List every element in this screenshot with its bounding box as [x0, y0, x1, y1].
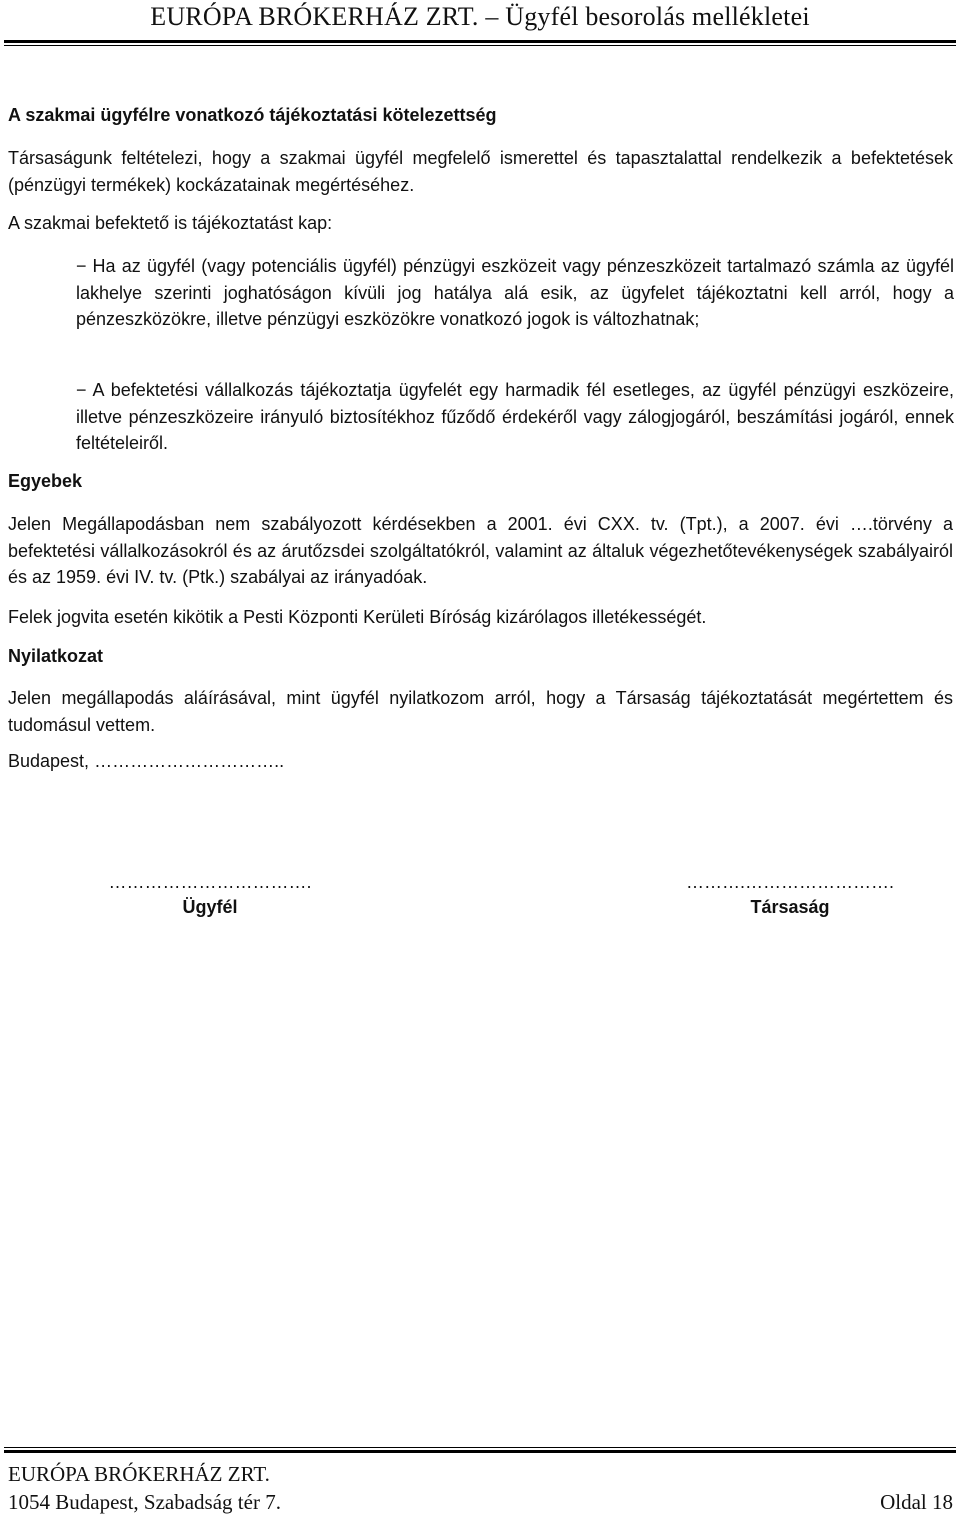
client-signature	[100, 872, 320, 918]
other-paragraph-law: Jelen Megállapodásban nem szabályozott kérdésekben a 2001. évi CXX. tv. (Tpt.), a 2007. évi ….törvény a befektetési vállalkozásokról és az árutőzsdei szolgáltatókról, valamint az általuk végezhetőtevékenységek szabályairól és az 1959. évi IV. tv. (Ptk.) szabályai az irányadóak.	[8, 514, 953, 587]
declaration-heading: Nyilatkozat	[8, 646, 104, 666]
page-number: Oldal 18	[880, 1490, 953, 1514]
dash-bullet-icon: −	[76, 256, 87, 276]
place-date-field: Budapest, …………………………..	[8, 751, 285, 771]
client-signature-label: Ügyfél	[182, 897, 238, 917]
client-signature-line: …………………………….	[108, 872, 312, 892]
declaration-paragraph: Jelen megállapodás aláírásával, mint ügyfél nyilatkozom arról, hogy a Társaság tájékoztatását megértettem és tudomásul vettem.	[8, 688, 953, 735]
company-signature-label: Társaság	[750, 897, 830, 917]
dash-bullet-icon: −	[76, 380, 87, 400]
header-company: EURÓPA BRÓKERHÁZ ZRT.	[150, 2, 479, 31]
professional-client-intro: Társaságunk feltételezi, hogy a szakmai ügyfél megfelelő ismerettel és tapasztalattal rendelkezik a befektetések (pénzügyi termékek) kockázatainak megértéséhez.	[8, 148, 953, 195]
header-title: Ügyfél besorolás mellékletei	[505, 2, 810, 31]
professional-client-heading: A szakmai ügyfélre vonatkozó tájékoztatási kötelezettség	[8, 105, 497, 125]
footer-address-row	[8, 1488, 953, 1516]
bullet-item	[76, 377, 954, 457]
header-divider	[4, 40, 956, 46]
bullet-item	[76, 253, 954, 333]
bullet-text: Ha az ügyfél (vagy potenciális ügyfél) pénzügyi eszközeit vagy pénzeszközeit tartalmazó számla az ügyfél lakhelye szerinti joghatóságon kívüli jog hatálya alá esik, az ügyfelet tájékoztatni kell arról, hogy a pénzeszközökre, illetve pénzügyi eszközökre vonatkozó jogok is változhatnak;	[76, 256, 954, 329]
page-header	[0, 0, 960, 42]
footer-company: EURÓPA BRÓKERHÁZ ZRT.	[8, 1462, 270, 1486]
footer-divider	[4, 1447, 956, 1453]
company-signature-line: ……….…………………….	[685, 872, 894, 892]
footer-address: 1054 Budapest, Szabadság tér 7.	[8, 1490, 281, 1514]
header-separator: –	[485, 2, 499, 31]
professional-client-lead: A szakmai befektető is tájékoztatást kap:	[8, 213, 333, 233]
company-signature	[660, 872, 920, 918]
bullet-text: A befektetési vállalkozás tájékoztatja ügyfelét egy harmadik fél esetleges, az ügyfél pénzügyi eszközeire, illetve pénzeszközeire irányuló biztosítékhoz fűződő érdekéről vagy zálogjogáról, beszámítási jogáról, ennek feltételeiről.	[76, 380, 954, 453]
other-paragraph-jurisdiction: Felek jogvita esetén kikötik a Pesti Központi Kerületi Bíróság kizárólagos illetékességét.	[8, 607, 707, 627]
other-heading: Egyebek	[8, 471, 83, 491]
